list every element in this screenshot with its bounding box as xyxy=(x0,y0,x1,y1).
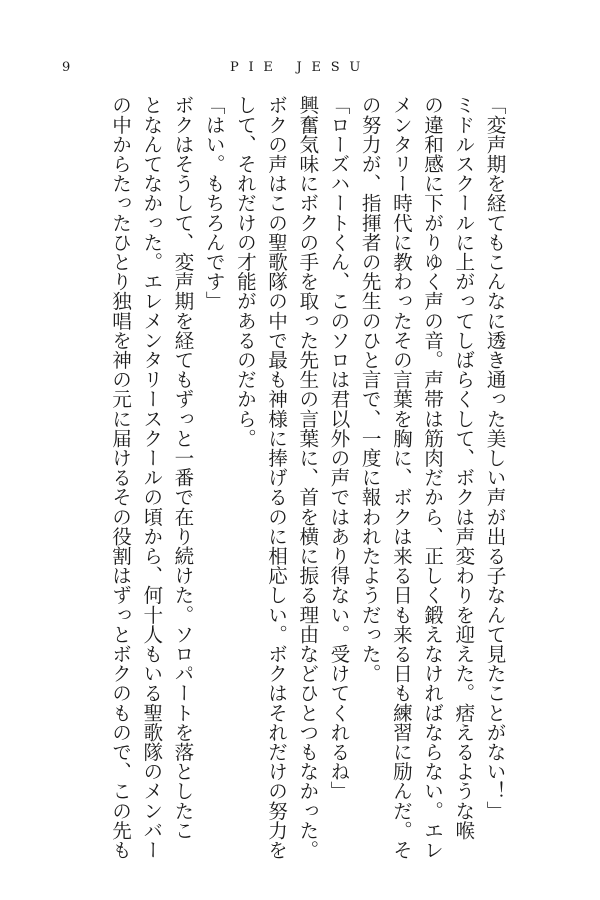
text-line: 興奮気味にボクの手を取った先生の言葉に、首を横に振る理由などひとつもなかった。 xyxy=(295,95,319,860)
text-line: ボクの声はこの聖歌隊の中で最も神様に捧げるのに相応しい。ボクはそれだけの努力を xyxy=(264,95,288,860)
text-line: して、それだけの才能があるのだから。 xyxy=(233,95,257,448)
text-line: 「はい。もちろんです」 xyxy=(202,95,226,311)
text-line: 「変声期を経てもこんなに透き通った美しい声が出る子なんて見たことがない！」 xyxy=(483,95,506,821)
text-line: 「ローズハートくん、このソロは君以外の声ではあり得ない。受けてくれるね」 xyxy=(326,95,350,801)
text-line: ミドルスクールに上がってしばらくして、ボクは声変わりを迎えた。痞えるような喉 xyxy=(451,95,475,840)
text-line: の中からたったひとり独唱を神の元に届けるその役割はずっとボクのもので、この先も xyxy=(108,95,132,860)
text-line: の努力が、指揮者の先生のひと言で、一度に報われたようだった。 xyxy=(358,95,382,683)
text-line: メンタリー時代に教わったその言葉を胸に、ボクは来る日も来る日も練習に励んだ。そ xyxy=(389,95,413,860)
running-title: PIE JESU xyxy=(230,60,371,75)
page-number: 9 xyxy=(62,60,71,75)
text-line: ボクはそうして、変声期を経てもずっと一番で在り続けた。ソロパートを落としたこ xyxy=(170,95,194,840)
text-line: の違和感に下がりゆく声の音。声帯は筋肉だから、正しく鍛えなければならない。エレ xyxy=(420,95,444,860)
text-line: となんてなかった。エレメンタリースクールの頃から、何十人もいる聖歌隊のメンバー xyxy=(139,95,163,860)
body-text xyxy=(104,95,510,860)
